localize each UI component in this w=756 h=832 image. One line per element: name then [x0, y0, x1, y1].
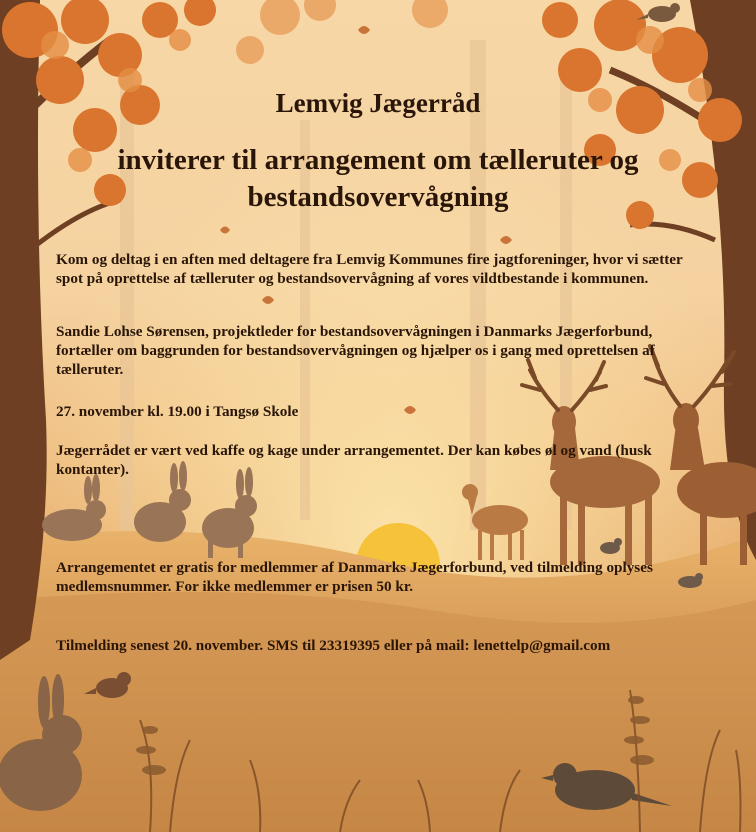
intro-paragraph: Kom og deltag i en aften med deltagere fra Lemvig Kommunes fire jagtforeninger, hvor vi sætter spot på oprettelse af tælleruter og bestandsovervågning af vores vildtbestande i kommunen.: [56, 251, 683, 287]
event-subtitle: inviterer til arrangement om tælleruter og bestandsovervågning: [117, 144, 639, 213]
price-paragraph: Arrangementet er gratis for medlemmer af Danmarks Jægerforbund, ved tilmelding oplyses medlemsnummer. For ikke medlemmer er prisen 50 kr.: [56, 559, 653, 595]
event-title: Lemvig Jægerråd: [275, 88, 481, 118]
signup-paragraph: Tilmelding senest 20. november. SMS til 23319395 eller på mail: lenettelp@gmail.com: [56, 637, 611, 654]
speaker-paragraph: Sandie Lohse Sørensen, projektleder for bestandsovervågningen i Danmarks Jægerforbund, fortæller om baggrunden for bestandsovervågningen og hjælper os i gang med oprettelsen af tælleruter.: [56, 323, 655, 378]
date-location: 27. november kl. 19.00 i Tangsø Skole: [56, 403, 299, 420]
catering-paragraph: Jægerrådet er vært ved kaffe og kage under arrangementet. Der kan købes øl og vand (husk kontanter).: [56, 442, 652, 478]
